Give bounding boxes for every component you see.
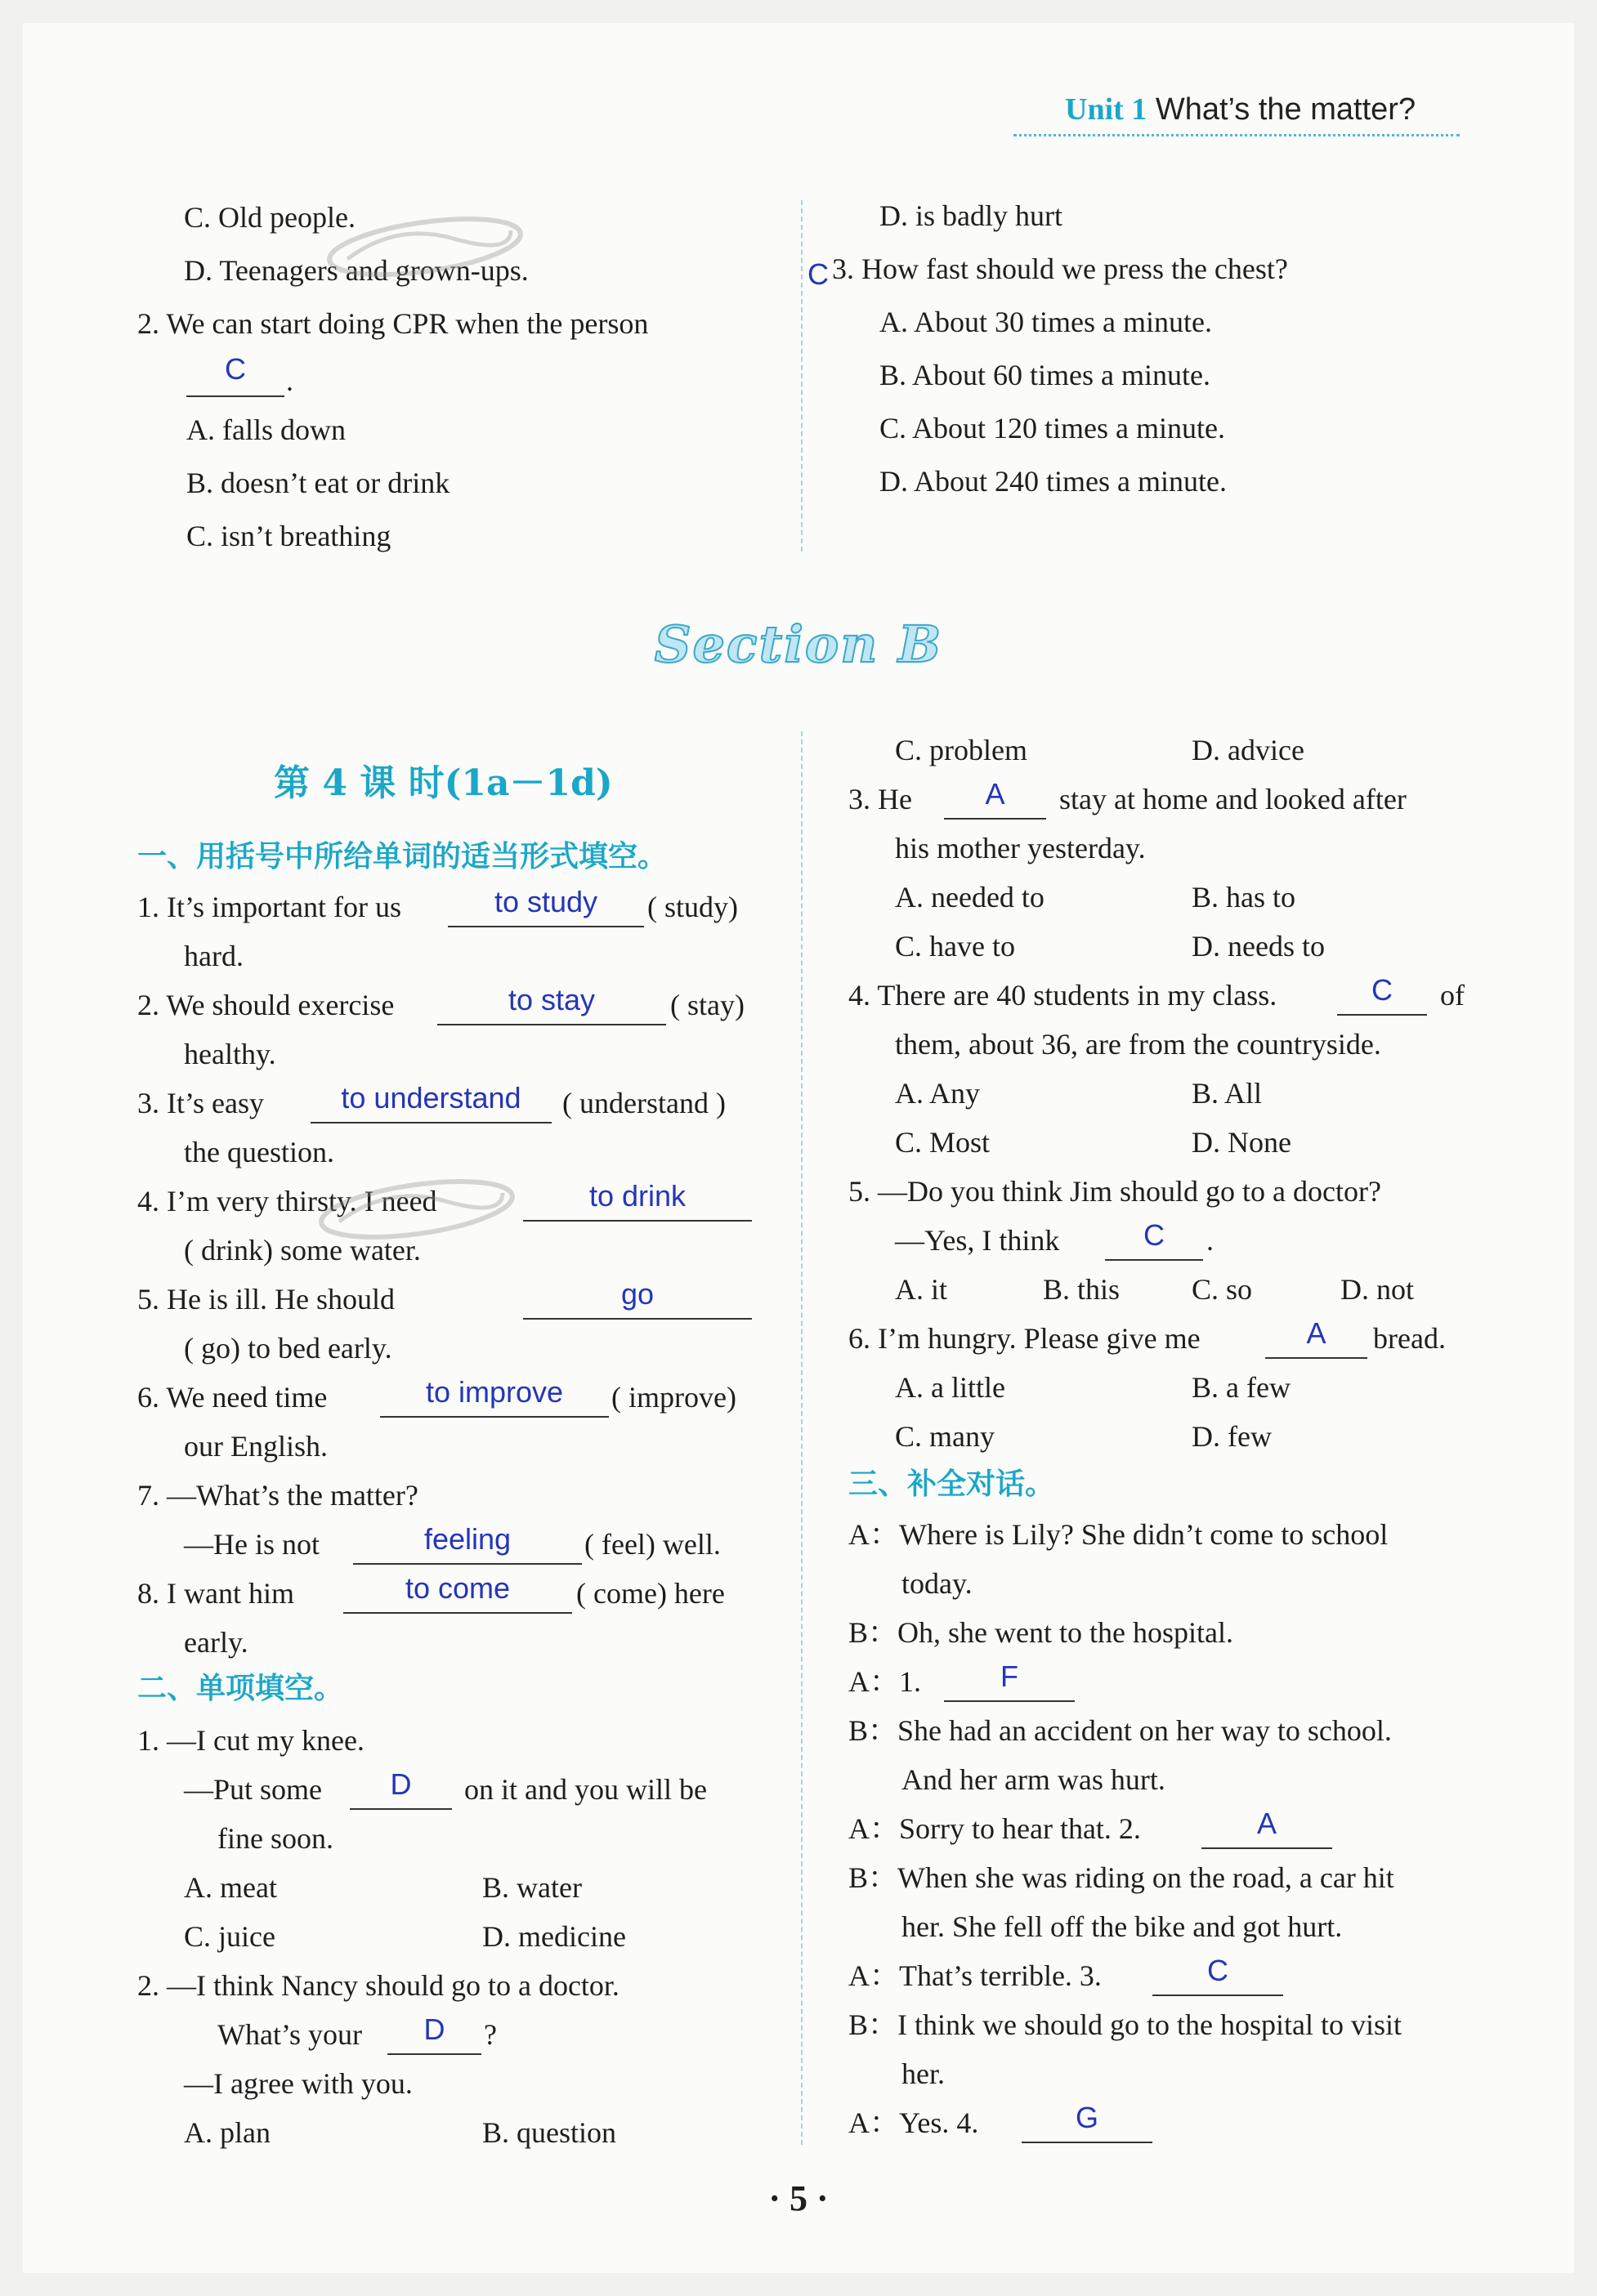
top-right-q3-opt-a: A. About 30 times a minute.	[879, 306, 1212, 338]
p2-q6-opt-b: B. a few	[1192, 1371, 1291, 1404]
p2-q2-opt-c: C. problem	[895, 734, 1027, 766]
p2-q2-post: ?	[484, 2018, 497, 2051]
dialog-a1-cont: today.	[901, 1567, 973, 1600]
p1-q2-blank	[437, 1024, 666, 1025]
part2-heading: 二、单项填空。	[137, 1672, 344, 1705]
watermark-logo-icon	[323, 214, 527, 279]
part1-heading: 一、用括号中所给单词的适当形式填空。	[137, 840, 668, 873]
p1-q8-pre: 8. I want him	[137, 1577, 294, 1610]
dialog-a3-answer: A	[1256, 1807, 1277, 1840]
p2-q1-answer: D	[390, 1767, 412, 1801]
dialog-b2: B：She had an accident on her way to school.	[848, 1714, 1392, 1747]
dialog-a4: A：That’s terrible. 3.	[848, 1959, 1102, 1992]
p2-q4-line2: them, about 36, are from the countryside.	[895, 1028, 1381, 1061]
p2-q4-pre: 4. There are 40 students in my class.	[848, 979, 1277, 1012]
p2-q2-opt-d: D. advice	[1192, 734, 1304, 766]
p2-q4-answer: C	[1371, 973, 1393, 1007]
p1-q3-answer: to understand	[341, 1081, 521, 1114]
top-right-q3-opt-d: D. About 240 times a minute.	[879, 465, 1227, 498]
p1-q6-line2: our English.	[184, 1430, 328, 1463]
dialog-a3-blank	[1201, 1847, 1332, 1849]
top-right-d-option: D. is badly hurt	[879, 199, 1062, 232]
dialog-a5-blank	[1022, 2142, 1152, 2143]
p2-q4-blank	[1337, 1014, 1427, 1016]
p2-q5-line1: 5. —Do you think Jim should go to a doctor?	[848, 1175, 1381, 1208]
top-column-divider	[801, 200, 803, 552]
p2-q6-opt-a: A. a little	[895, 1371, 1005, 1404]
p1-q8-answer: to come	[405, 1571, 511, 1605]
p1-q3-post: ( understand )	[562, 1087, 726, 1119]
p2-q6-answer: A	[1306, 1316, 1326, 1350]
p1-q3-pre: 3. It’s easy	[137, 1087, 264, 1119]
dialog-a2-answer: F	[1000, 1659, 1018, 1693]
p1-q7-blank	[353, 1563, 582, 1565]
p2-q2-line1: 2. —I think Nancy should go to a doctor.	[137, 1969, 620, 2002]
dialog-b4: B：I think we should go to the hospital to visit	[848, 2008, 1402, 2041]
p2-q5-opt-b: B. this	[1043, 1273, 1121, 1306]
p2-q1-pre: —Put some	[184, 1773, 323, 1806]
top-q2-opt-b: B. doesn’t eat or drink	[186, 467, 450, 499]
p2-q2-blank	[387, 2053, 481, 2055]
p1-q7-post: ( feel) well.	[584, 1528, 721, 1561]
top-right-q3-opt-c: C. About 120 times a minute.	[879, 412, 1225, 444]
p2-q1-line3: fine soon.	[217, 1822, 333, 1855]
p1-q4-blank	[523, 1220, 752, 1222]
p2-q2-opt-b: B. question	[482, 2116, 617, 2149]
dialog-b4-cont: her.	[901, 2057, 945, 2090]
p1-q4-pre: 4. I’m very thirsty. I need	[137, 1185, 437, 1217]
page-number: · 5 ·	[768, 2178, 829, 2218]
p2-q2-pre: What’s your	[217, 2018, 362, 2051]
p1-q6-answer: to improve	[425, 1375, 564, 1409]
p2-q4-opt-c: C. Most	[895, 1126, 991, 1159]
p2-q3-blank	[944, 818, 1046, 820]
p2-q3-opt-b: B. has to	[1192, 881, 1296, 913]
p2-q6-opt-d: D. few	[1192, 1420, 1272, 1453]
p1-q5-blank	[523, 1318, 752, 1320]
p1-q3-line2: the question.	[184, 1136, 334, 1168]
p2-q1-line1: 1. —I cut my knee.	[137, 1724, 365, 1757]
p1-q8-blank	[343, 1612, 572, 1614]
dialog-b1: B：Oh, she went to the hospital.	[848, 1616, 1233, 1649]
p1-q8-line2: early.	[184, 1626, 248, 1659]
dialog-b2-cont: And her arm was hurt.	[901, 1763, 1165, 1796]
p1-q5-line2: ( go) to bed early.	[184, 1332, 392, 1365]
p2-q4-opt-a: A. Any	[895, 1077, 981, 1110]
p2-q5-pre: —Yes, I think	[895, 1224, 1060, 1257]
dialog-a5: A：Yes. 4.	[848, 2106, 979, 2139]
p2-q5-post: .	[1206, 1224, 1214, 1257]
p1-q6-pre: 6. We need time	[137, 1381, 328, 1414]
p1-q7-answer: feeling	[423, 1522, 512, 1556]
dialog-b3-cont: her. She fell off the bike and got hurt.	[901, 1910, 1343, 1943]
unit-label: Unit 1	[1065, 92, 1147, 127]
p1-q1-blank	[448, 926, 644, 927]
top-right-q3-mark: C	[807, 257, 829, 291]
unit-title: What’s the matter?	[1155, 92, 1416, 127]
p2-q1-blank	[350, 1808, 452, 1810]
p2-q4-opt-b: B. All	[1192, 1077, 1263, 1110]
top-q2-opt-c: C. isn’t breathing	[186, 520, 391, 552]
p2-q6-post: bread.	[1373, 1322, 1446, 1355]
p1-q2-answer: to stay	[508, 983, 596, 1016]
top-q2-period: .	[286, 364, 293, 397]
p2-q5-answer: C	[1143, 1218, 1165, 1252]
dialog-a4-blank	[1152, 1994, 1283, 1996]
p2-q3-opt-a: A. needed to	[895, 881, 1045, 913]
p2-q4-opt-d: D. None	[1192, 1126, 1291, 1159]
header-divider	[1013, 134, 1460, 136]
p2-q1-opt-b: B. water	[482, 1871, 582, 1904]
p2-q3-line2: his mother yesterday.	[895, 832, 1146, 864]
p2-q2-answer: D	[423, 2012, 445, 2046]
p1-q2-post: ( stay)	[670, 989, 745, 1021]
p1-q7-pre: —He is not	[184, 1528, 320, 1561]
dialog-a1: A：Where is Lily? She didn’t come to school	[848, 1518, 1389, 1551]
top-q2-opt-a: A. falls down	[186, 413, 346, 446]
p1-q2-pre: 2. We should exercise	[137, 989, 395, 1021]
p1-q1-answer: to study	[494, 885, 598, 918]
lesson-title: 第 4 课 时(1a－1d)	[274, 762, 613, 804]
p1-q4-answer: to drink	[588, 1179, 687, 1213]
p1-q6-blank	[380, 1416, 609, 1418]
p2-q1-post: on it and you will be	[464, 1773, 707, 1806]
p1-q5-pre: 5. He is ill. He should	[137, 1283, 395, 1316]
p2-q3-opt-c: C. have to	[895, 930, 1015, 963]
p2-q6-blank	[1265, 1357, 1367, 1359]
p2-q3-answer: A	[985, 777, 1005, 811]
p1-q2-line2: healthy.	[184, 1038, 276, 1070]
top-q2-line1: 2. We can start doing CPR when the person	[137, 307, 649, 340]
p2-q1-opt-d: D. medicine	[482, 1920, 626, 1953]
p2-q3-pre: 3. He	[848, 783, 912, 815]
p2-q6-opt-c: C. many	[895, 1420, 995, 1453]
p1-q1-pre: 1. It’s important for us	[137, 891, 401, 923]
p2-q4-post: of	[1440, 979, 1465, 1012]
p2-q3-post: stay at home and looked after	[1059, 783, 1407, 815]
p1-q5-answer: go	[620, 1277, 655, 1311]
top-d-option: D. Teenagers and grown-ups.	[184, 254, 529, 287]
top-right-q3-text: 3. How fast should we press the chest?	[832, 252, 1288, 285]
p1-q4-line2: ( drink) some water.	[184, 1234, 421, 1266]
dialog-a5-answer: G	[1075, 2101, 1098, 2134]
watermark-logo-icon-2	[315, 1177, 519, 1242]
p1-q1-post: ( study)	[647, 891, 738, 923]
top-c-option: C. Old people.	[184, 201, 356, 234]
dialog-a3: A：Sorry to hear that. 2.	[848, 1812, 1141, 1845]
top-q2-answer: C	[225, 352, 246, 386]
p1-q6-post: ( improve)	[611, 1381, 736, 1414]
p2-q6-pre: 6. I’m hungry. Please give me	[848, 1322, 1201, 1355]
dialog-a4-answer: C	[1207, 1954, 1228, 1987]
p2-q5-opt-a: A. it	[895, 1273, 948, 1306]
p1-q1-line2: hard.	[184, 940, 244, 972]
p2-q5-opt-d: D. not	[1340, 1273, 1414, 1306]
p2-q2-opt-a: A. plan	[184, 2116, 271, 2149]
dialog-a2-blank	[944, 1700, 1075, 1702]
part3-heading: 三、补全对话。	[848, 1467, 1055, 1501]
p1-q8-post: ( come) here	[576, 1577, 725, 1610]
top-right-q3-opt-b: B. About 60 times a minute.	[879, 359, 1210, 391]
bottom-column-divider	[801, 731, 803, 2145]
p1-q3-blank	[311, 1122, 552, 1123]
unit-header	[1065, 92, 1416, 127]
p2-q1-opt-a: A. meat	[184, 1871, 277, 1904]
dialog-a2: A：1.	[848, 1665, 921, 1698]
p1-q7-question: 7. —What’s the matter?	[137, 1479, 418, 1512]
p2-q3-opt-d: D. needs to	[1192, 930, 1325, 963]
p2-q2-line3: —I agree with you.	[184, 2067, 413, 2100]
section-title: Section B	[654, 614, 943, 674]
p2-q1-opt-c: C. juice	[184, 1920, 275, 1953]
dialog-b3: B：When she was riding on the road, a car hit	[848, 1861, 1394, 1894]
top-q2-blank	[186, 395, 284, 397]
p2-q5-blank	[1105, 1259, 1203, 1261]
p2-q5-opt-c: C. so	[1192, 1273, 1253, 1306]
